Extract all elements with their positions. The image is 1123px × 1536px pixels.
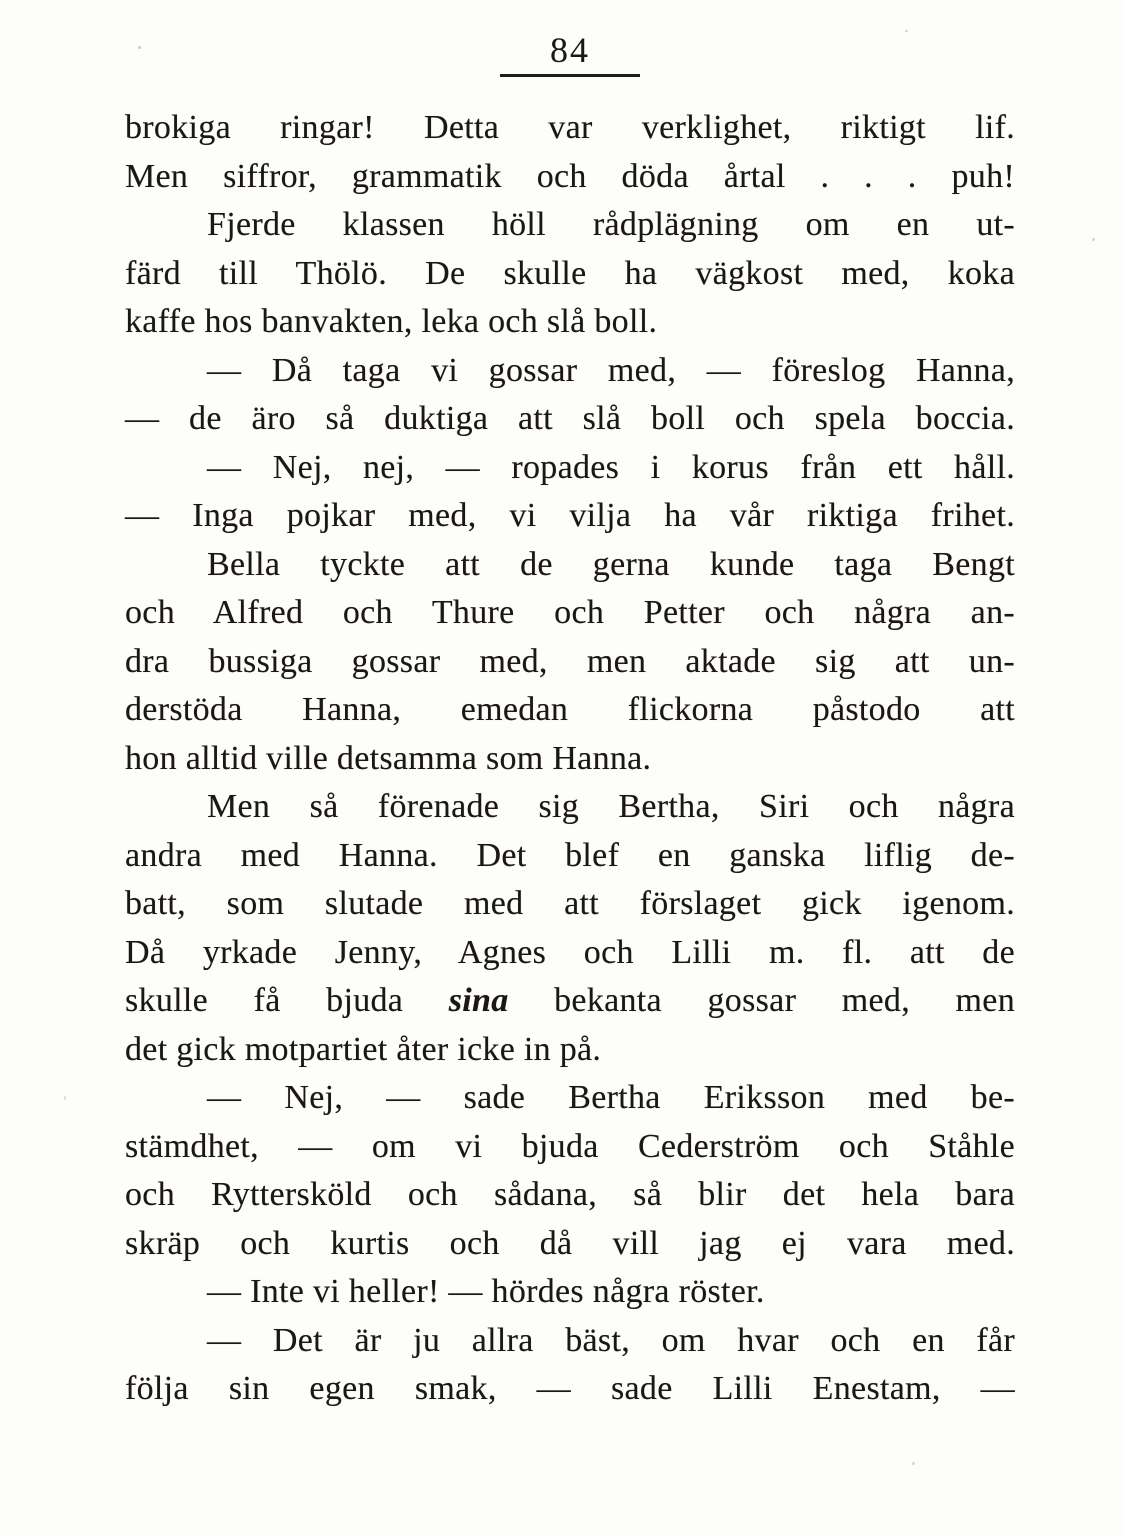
text-segment: och Ryttersköld och sådana, så blir det hela bara bbox=[125, 1176, 1015, 1213]
text-line bbox=[125, 1026, 1015, 1075]
scan-speck bbox=[1092, 238, 1095, 241]
text-segment: — Det är ju allra bäst, om hvar och en får bbox=[207, 1321, 1015, 1359]
text-segment: stämdhet, — om vi bjuda Cederström och Ståhle bbox=[125, 1127, 1015, 1165]
text-line bbox=[125, 298, 1015, 347]
text-line bbox=[125, 929, 1015, 978]
text-segment: batt, som slutade med att förslaget gick igenom. bbox=[125, 885, 1015, 922]
text-segment: — Då taga vi gossar med, — föreslog Hanna, bbox=[207, 351, 1015, 389]
text-line bbox=[125, 1074, 1015, 1123]
text-segment: det gick motpartiet åter icke in på. bbox=[125, 1030, 602, 1068]
text-line bbox=[125, 783, 1015, 832]
scan-speck bbox=[912, 1462, 915, 1465]
text-line bbox=[125, 541, 1015, 590]
text-line bbox=[125, 347, 1015, 396]
text-segment: derstöda Hanna, emedan flickorna påstodo att bbox=[125, 691, 1015, 728]
text-segment: andra med Hanna. Det blef en ganska liflig de- bbox=[125, 836, 1015, 874]
text-segment: — Inte vi heller! — hördes några röster. bbox=[207, 1273, 765, 1310]
text-segment: Då yrkade Jenny, Agnes och Lilli m. fl. att de bbox=[125, 933, 1015, 971]
text-line bbox=[125, 686, 1015, 735]
text-line bbox=[125, 1365, 1015, 1414]
text-segment: — Inga pojkar med, vi vilja ha vår riktiga frihet. bbox=[125, 497, 1015, 534]
text-line bbox=[125, 977, 1015, 1026]
text-line bbox=[125, 735, 1015, 784]
text-line bbox=[125, 832, 1015, 881]
text-line bbox=[125, 880, 1015, 929]
text-segment: — Nej, — sade Bertha Eriksson med be- bbox=[207, 1079, 1015, 1116]
text-segment: färd till Thölö. De skulle ha vägkost med, koka bbox=[125, 254, 1015, 292]
text-segment: Men så förenade sig Bertha, Siri och några bbox=[207, 788, 1015, 825]
text-line bbox=[125, 153, 1015, 202]
page-text bbox=[125, 104, 1015, 1414]
text-line bbox=[125, 1220, 1015, 1269]
text-segment: kaffe hos banvakten, leka och slå boll. bbox=[125, 303, 658, 340]
page-number-underline bbox=[500, 74, 640, 77]
page-number: 84 bbox=[550, 30, 590, 70]
text-segment: följa sin egen smak, — sade Lilli Enestam, — bbox=[125, 1370, 1015, 1407]
text-segment: Bella tyckte att de gerna kunde taga Bengt bbox=[207, 545, 1015, 583]
text-line bbox=[125, 1268, 1015, 1317]
text-segment: brokiga ringar! Detta var verklighet, riktigt lif. bbox=[125, 109, 1015, 146]
scan-speck bbox=[64, 1096, 66, 1100]
text-line bbox=[125, 201, 1015, 250]
text-line bbox=[125, 638, 1015, 687]
text-segment: bekanta gossar med, men bbox=[508, 982, 1015, 1019]
text-line bbox=[125, 1171, 1015, 1220]
text-line bbox=[125, 444, 1015, 493]
text-segment: Men siffror, grammatik och döda årtal . . . puh! bbox=[125, 157, 1015, 195]
text-line bbox=[125, 250, 1015, 299]
text-line bbox=[125, 589, 1015, 638]
text-segment: dra bussiga gossar med, men aktade sig att un- bbox=[125, 642, 1015, 680]
text-segment: skräp och kurtis och då vill jag ej vara med. bbox=[125, 1224, 1015, 1262]
text-segment: — de äro så duktiga att slå boll och spela boccia. bbox=[125, 400, 1015, 437]
text-segment: Fjerde klassen höll rådplägning om en ut- bbox=[207, 206, 1015, 243]
emphasized-word: sina bbox=[448, 982, 509, 1019]
text-segment: hon alltid ville detsamma som Hanna. bbox=[125, 739, 652, 777]
text-line bbox=[125, 1317, 1015, 1366]
text-segment: skulle få bjuda bbox=[125, 982, 449, 1019]
page-header bbox=[125, 30, 1015, 77]
text-segment: och Alfred och Thure och Petter och några an- bbox=[125, 594, 1015, 631]
text-line bbox=[125, 104, 1015, 153]
text-line bbox=[125, 395, 1015, 444]
text-line bbox=[125, 1123, 1015, 1172]
text-segment: — Nej, nej, — ropades i korus från ett håll. bbox=[207, 448, 1015, 486]
text-line bbox=[125, 492, 1015, 541]
